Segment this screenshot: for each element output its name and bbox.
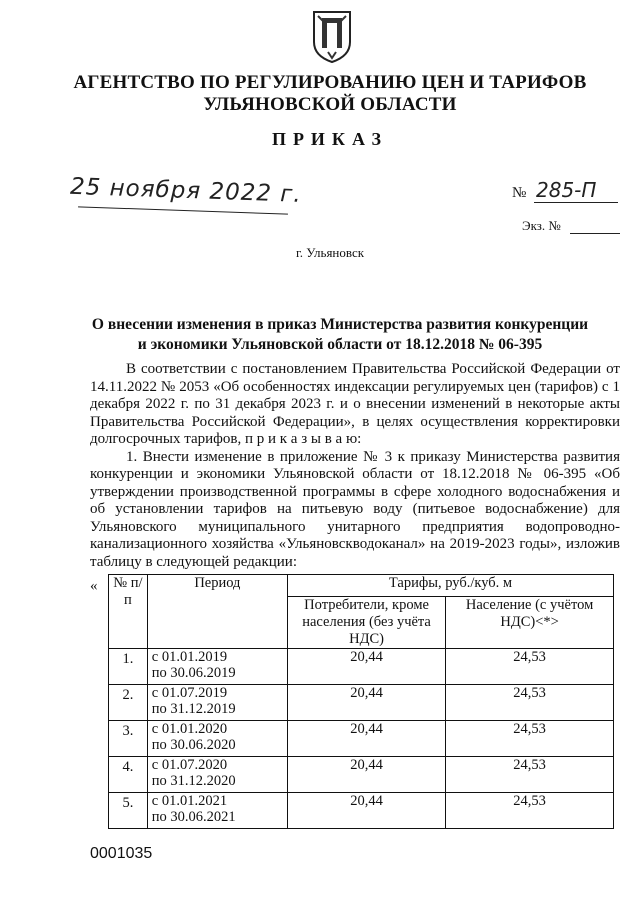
order-number [512, 180, 622, 210]
row-consumers-tariff: 20,44 [287, 793, 445, 829]
handwritten-date: 25 ноября 2022 г. [69, 173, 303, 208]
row-number: 3. [109, 721, 148, 757]
row-population-tariff: 24,53 [446, 721, 614, 757]
row-number: 4. [109, 757, 148, 793]
copy-number-label: Экз. № [522, 218, 561, 233]
coat-of-arms-icon [310, 8, 354, 64]
table-row [109, 793, 614, 829]
period-from: с 01.01.2021 [151, 793, 228, 809]
paragraph-item-1: 1. Внести изменение в приложение № 3 к приказу Министерства развития конкуренции и экономики Ульяновской области от 18.12.2018 № 06-395 «Об утверждении производственной программы в сфере холодного водоснабжения и об установлении тарифов на питьевую воду (питьевое водоснабжение) для Ульяновского муниципального унитарного предприятия водопроводно-канализационного хозяйства «Ульяновскводоканал» на 2019-2023 годы», изложив таблицу в следующей редакции: [90, 448, 620, 570]
header-consumers: Потребители, кроме населения (без учёта НДС) [287, 597, 445, 649]
row-consumers-tariff: 20,44 [287, 685, 445, 721]
period-to: по 30.06.2020 [151, 737, 236, 753]
header-tariffs: Тарифы, руб./куб. м [287, 575, 613, 597]
header-number: № п/п [109, 575, 148, 649]
row-period [147, 757, 287, 793]
row-number: 2. [109, 685, 148, 721]
row-consumers-tariff: 20,44 [287, 757, 445, 793]
row-number: 1. [109, 649, 148, 685]
order-body [90, 361, 620, 571]
agency-title-line1: АГЕНТСТВО ПО РЕГУЛИРОВАНИЮ ЦЕН И ТАРИФОВ [73, 72, 587, 93]
row-population-tariff: 24,53 [446, 685, 614, 721]
period-to: по 30.06.2021 [151, 809, 236, 825]
handwritten-number: 285-П [536, 178, 597, 202]
agency-title [60, 72, 600, 116]
period-from: с 01.07.2019 [151, 685, 228, 701]
period-to: по 31.12.2019 [151, 701, 236, 717]
row-population-tariff: 24,53 [446, 757, 614, 793]
subject-line2: и экономики Ульяновской области от 18.12.2018 № 06-395 [137, 336, 543, 353]
header-population: Население (с учётом НДС)<*> [446, 597, 614, 649]
table-row [109, 721, 614, 757]
copy-number-blank [570, 233, 620, 234]
period-to: по 31.12.2020 [151, 773, 236, 789]
row-period [147, 685, 287, 721]
period-from: с 01.07.2020 [151, 757, 228, 773]
table-row [109, 757, 614, 793]
period-to: по 30.06.2019 [151, 665, 236, 681]
row-population-tariff: 24,53 [446, 649, 614, 685]
table-row [109, 649, 614, 685]
row-consumers-tariff: 20,44 [287, 721, 445, 757]
document-type: ПРИКАЗ [271, 129, 389, 149]
agency-title-line2: УЛЬЯНОВСКОЙ ОБЛАСТИ [203, 94, 457, 115]
table-row [109, 685, 614, 721]
row-period [147, 649, 287, 685]
period-from: с 01.01.2020 [151, 721, 228, 737]
document-serial-number: 0001035 [90, 845, 153, 862]
subject-line1: О внесении изменения в приказ Министерства развития конкуренции [91, 316, 589, 333]
row-period [147, 721, 287, 757]
order-subject [80, 315, 600, 355]
opening-quote: « [90, 578, 98, 594]
row-period [147, 793, 287, 829]
number-underline [534, 202, 618, 203]
paragraph-basis: В соответствии с постановлением Правительства Российской Федерации от 14.11.2022 № 2053 «Об особенностях индексации регулируемых цен (тарифов) с 1 декабря 2022 г. по 31 декабря 2023 г. и о внесении изменений в некоторые акты Правительства Российской Федерации», в целях осуществления корректировки долгосрочных тарифов, п р и к а з ы в а ю: [90, 361, 620, 447]
row-number: 5. [109, 793, 148, 829]
row-population-tariff: 24,53 [446, 793, 614, 829]
number-sign: № [512, 185, 527, 201]
date-underline [78, 206, 288, 214]
header-period: Период [147, 575, 287, 649]
period-from: с 01.01.2019 [151, 649, 228, 665]
city: г. Ульяновск [295, 245, 365, 260]
tariff-table [108, 574, 614, 829]
row-consumers-tariff: 20,44 [287, 649, 445, 685]
